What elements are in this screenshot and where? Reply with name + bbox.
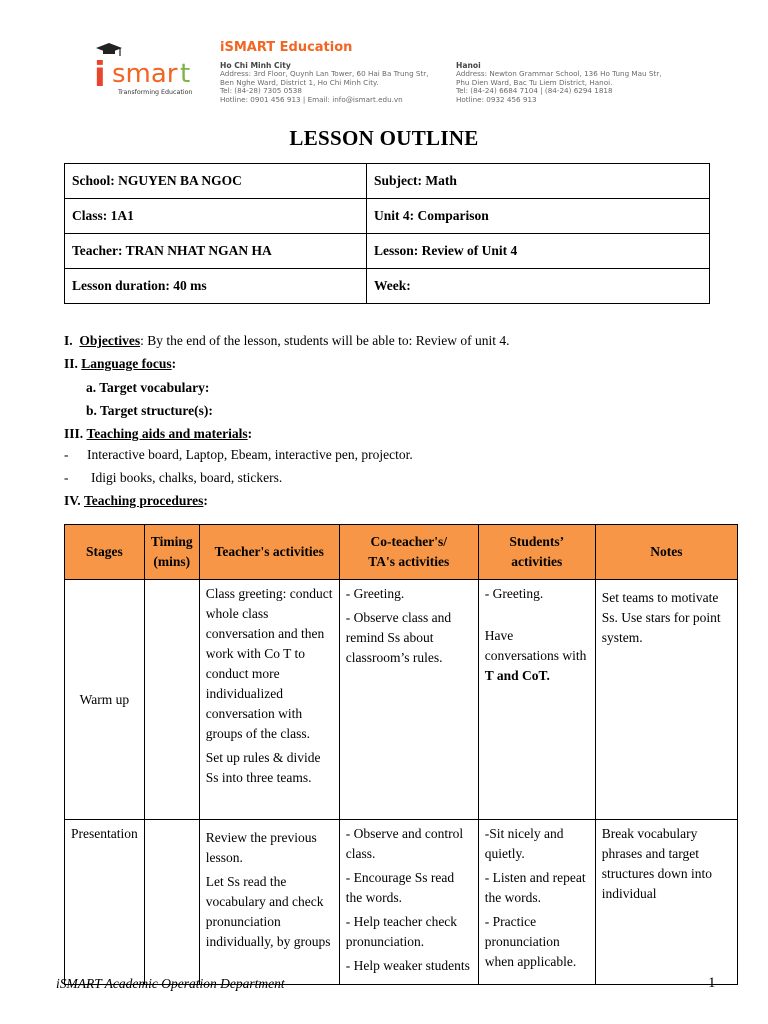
section-label: Teaching aids and materials xyxy=(86,426,248,441)
notes-cell: Break vocabulary phrases and target structures down into individual xyxy=(595,820,737,985)
activity-text: Class greeting: conduct whole class conversation and then work with Co T to conduct more individualized conversation with groups of the class. xyxy=(205,586,333,741)
target-structures: b. Target structure(s): xyxy=(86,403,213,418)
duration-cell: Lesson duration: 40 ms xyxy=(65,269,367,304)
unit-cell: Unit 4: Comparison xyxy=(367,199,710,234)
stage-warmup: Warm up xyxy=(65,580,145,820)
list-item xyxy=(64,447,413,463)
page-title: LESSON OUTLINE xyxy=(289,126,479,150)
activity-text: - Practice pronunciation when applicable. xyxy=(484,914,577,969)
hanoi-address-block xyxy=(456,62,696,104)
col-header-notes: Notes xyxy=(595,525,737,580)
section-label: Teaching procedures xyxy=(84,493,204,508)
colon: : xyxy=(203,493,208,508)
language-focus-heading xyxy=(64,356,176,372)
teaching-aids-heading xyxy=(64,426,252,442)
hanoi-address-line: Phu Dien Ward, Bac Tu Liem District, Hanoi. xyxy=(456,77,613,87)
teaching-procedures-heading xyxy=(64,493,208,509)
hanoi-hotline: Hotline: 0932 456 913 xyxy=(456,94,537,104)
bullet-dash: - xyxy=(64,470,69,485)
svg-text:Transforming Education: Transforming Education xyxy=(118,89,193,96)
col-header-stages: Stages xyxy=(65,525,145,580)
students-activities xyxy=(478,820,595,985)
activity-text-bold: T and CoT. xyxy=(484,668,550,683)
activity-text xyxy=(485,626,589,686)
col-header-coteacher xyxy=(339,525,478,580)
table-row xyxy=(65,164,710,199)
students-activities xyxy=(478,580,595,820)
table-header-row xyxy=(65,525,738,580)
hcm-hotline: Hotline: 0901 456 913 | Email: info@ismart.edu.vn xyxy=(220,94,403,104)
hanoi-city-label: Hanoi xyxy=(456,61,481,70)
coteacher-activities xyxy=(339,820,478,985)
objectives-heading: Objectives xyxy=(79,333,141,348)
section-number: I. xyxy=(64,333,73,348)
activity-text: - Greeting. xyxy=(345,586,405,601)
colon: : xyxy=(247,426,253,441)
colon: : xyxy=(171,356,177,371)
activity-text: Set up rules & divide Ss into three teams. xyxy=(205,750,321,785)
teacher-activities xyxy=(199,580,339,820)
hcm-tel: Tel: (84-28) 7305 0538 xyxy=(220,86,302,96)
timing-cell xyxy=(144,580,199,820)
table-row xyxy=(65,234,710,269)
col-header-teacher: Teacher's activities xyxy=(199,525,339,580)
list-item xyxy=(64,470,283,486)
target-vocabulary: a. Target vocabulary: xyxy=(86,380,210,395)
table-row xyxy=(65,580,738,820)
procedures-table xyxy=(64,524,738,985)
week-cell: Week: xyxy=(367,269,710,304)
page-number: 1 xyxy=(708,975,716,991)
school-cell: School: NGUYEN BA NGOC xyxy=(65,164,367,199)
col-header-students xyxy=(478,525,595,580)
activity-text: - Observe and control class. xyxy=(345,826,464,861)
timing-cell xyxy=(144,820,199,985)
table-row xyxy=(65,820,738,985)
activity-text: -Sit nicely and quietly. xyxy=(484,826,564,861)
activity-text: - Help weaker students xyxy=(345,958,470,973)
section-label: Language focus xyxy=(81,356,172,371)
brand-name: iSMART Education xyxy=(220,40,353,55)
svg-text:i: i xyxy=(94,55,106,95)
teacher-activities xyxy=(199,820,339,985)
section-number: IV. xyxy=(64,493,81,508)
coteacher-label: Co-teacher's/ xyxy=(370,534,447,549)
subject-cell: Subject: Math xyxy=(367,164,710,199)
svg-text:t: t xyxy=(180,59,191,89)
ta-label: TA's activities xyxy=(368,554,450,569)
activity-text: Review the previous lesson. xyxy=(205,830,317,865)
activity-text: - Help teacher check pronunciation. xyxy=(345,914,458,949)
table-row xyxy=(65,199,710,234)
hcm-address-line: Ben Nghe Ward, District 1, Ho Chi Minh City. xyxy=(220,77,379,87)
svg-text:smar: smar xyxy=(112,59,178,89)
teacher-cell: Teacher: TRAN NHAT NGAN HA xyxy=(65,234,367,269)
coteacher-activities xyxy=(339,580,478,820)
activity-text: - Observe class and remind Ss about classroom’s rules. xyxy=(345,610,452,665)
hcm-address-block xyxy=(220,62,460,104)
footer-department: iSMART Academic Operation Department xyxy=(56,976,285,991)
class-cell: Class: 1A1 xyxy=(65,199,367,234)
timing-unit: (mins) xyxy=(153,554,191,569)
aids-item: Idigi books, chalks, board, stickers. xyxy=(91,470,283,485)
col-header-timing xyxy=(144,525,199,580)
ismart-logo xyxy=(92,42,196,100)
stage-presentation: Presentation xyxy=(65,820,145,985)
objectives-line xyxy=(64,333,509,349)
hcm-address-line: Address: 3rd Floor, Quynh Lan Tower, 60 Hai Ba Trung Str, xyxy=(220,69,429,79)
activity-text: - Listen and repeat the words. xyxy=(484,870,586,905)
activity-text-part: Have conversations with xyxy=(484,628,587,663)
students-label: Students’ xyxy=(509,534,565,549)
table-row xyxy=(65,269,710,304)
lesson-info-table xyxy=(64,163,710,304)
objectives-text: : By the end of the lesson, students will be able to: Review of unit 4. xyxy=(140,333,510,348)
section-number: II. xyxy=(64,356,78,371)
notes-cell: Set teams to motivate Ss. Use stars for point system. xyxy=(595,580,737,820)
lesson-cell: Lesson: Review of Unit 4 xyxy=(367,234,710,269)
hanoi-tel: Tel: (84-24) 6684 7104 | (84-24) 6294 1818 xyxy=(456,86,613,96)
activities-label: activities xyxy=(511,554,563,569)
hcm-city-label: Ho Chi Minh City xyxy=(220,61,291,70)
activity-text: Let Ss read the vocabulary and check pronunciation individually, by groups xyxy=(205,874,331,949)
hanoi-address-line: Address: Newton Grammar School, 136 Ho Tung Mau Str, xyxy=(456,69,662,79)
aids-item: Interactive board, Laptop, Ebeam, interactive pen, projector. xyxy=(87,447,413,462)
section-number: III. xyxy=(64,426,84,441)
bullet-dash: - xyxy=(64,447,69,462)
activity-text: - Encourage Ss read the words. xyxy=(345,870,455,905)
activity-text: - Greeting. xyxy=(484,586,544,601)
timing-label: Timing xyxy=(150,534,193,549)
